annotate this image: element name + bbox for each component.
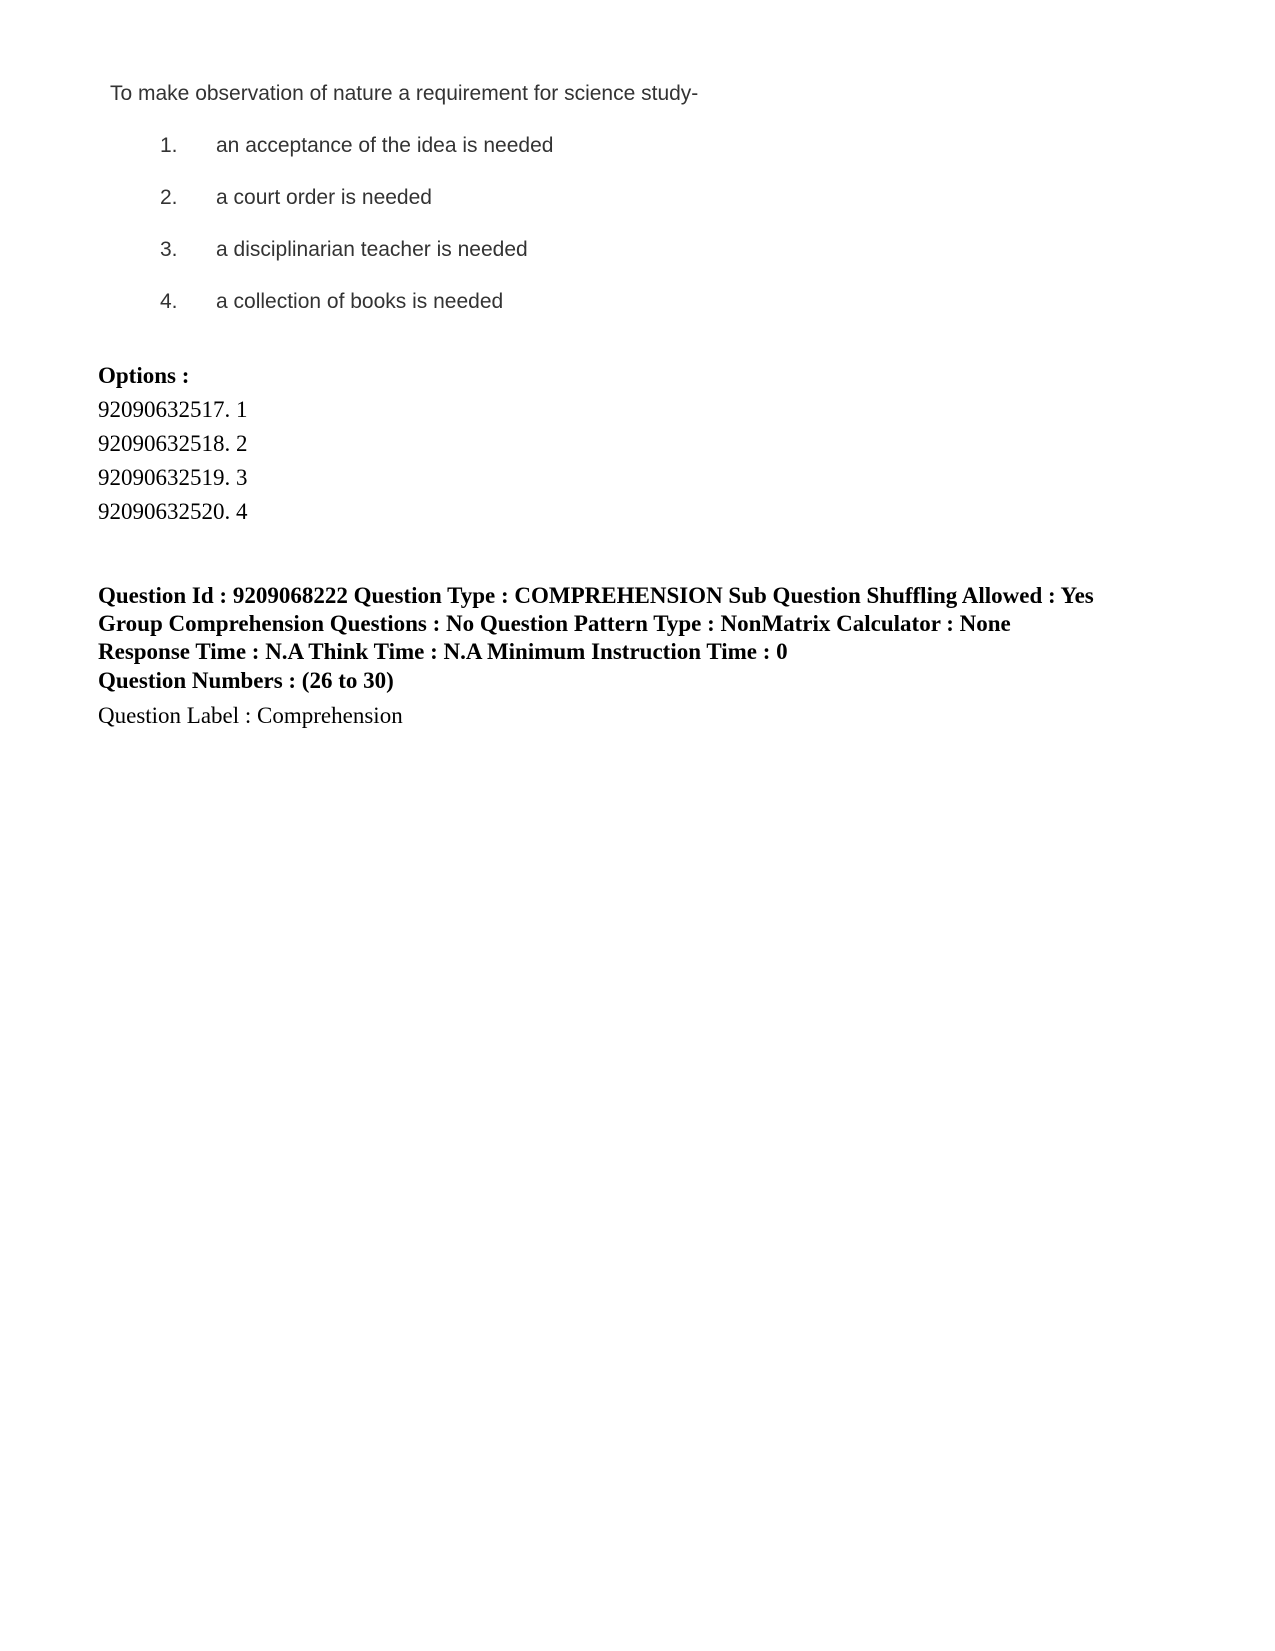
- choice-number: 4.: [160, 290, 178, 313]
- question-choice: [160, 238, 528, 262]
- metadata-line: Response Time : N.A Think Time : N.A Minimum Instruction Time : 0: [98, 639, 788, 664]
- choice-number: 1.: [160, 134, 178, 157]
- choice-text: an acceptance of the idea is needed: [216, 134, 554, 157]
- option-item: 92090632518. 2: [98, 431, 248, 456]
- question-numbers: Question Numbers : (26 to 30): [98, 668, 394, 693]
- choice-text: a disciplinarian teacher is needed: [216, 238, 528, 261]
- option-item: 92090632520. 4: [98, 499, 248, 524]
- metadata-line: Question Id : 9209068222 Question Type : COMPREHENSION Sub Question Shuffling Allowed : Yes: [98, 583, 1094, 608]
- question-choice: [160, 186, 432, 210]
- question-image: [98, 70, 818, 340]
- metadata-line: Group Comprehension Questions : No Question Pattern Type : NonMatrix Calculator : None: [98, 611, 1011, 636]
- choice-text: a court order is needed: [216, 186, 432, 209]
- question-choice: [160, 134, 553, 158]
- option-item: 92090632517. 1: [98, 397, 248, 422]
- choice-number: 3.: [160, 238, 178, 261]
- choice-text: a collection of books is needed: [216, 290, 504, 313]
- option-item: 92090632519. 3: [98, 465, 248, 490]
- question-choice: [160, 290, 503, 314]
- question-label: Question Label : Comprehension: [98, 703, 403, 728]
- options-heading: Options :: [98, 363, 190, 388]
- question-stem: To make observation of nature a requirement for science study-: [110, 82, 699, 105]
- choice-number: 2.: [160, 186, 178, 209]
- question-metadata: [98, 582, 1228, 666]
